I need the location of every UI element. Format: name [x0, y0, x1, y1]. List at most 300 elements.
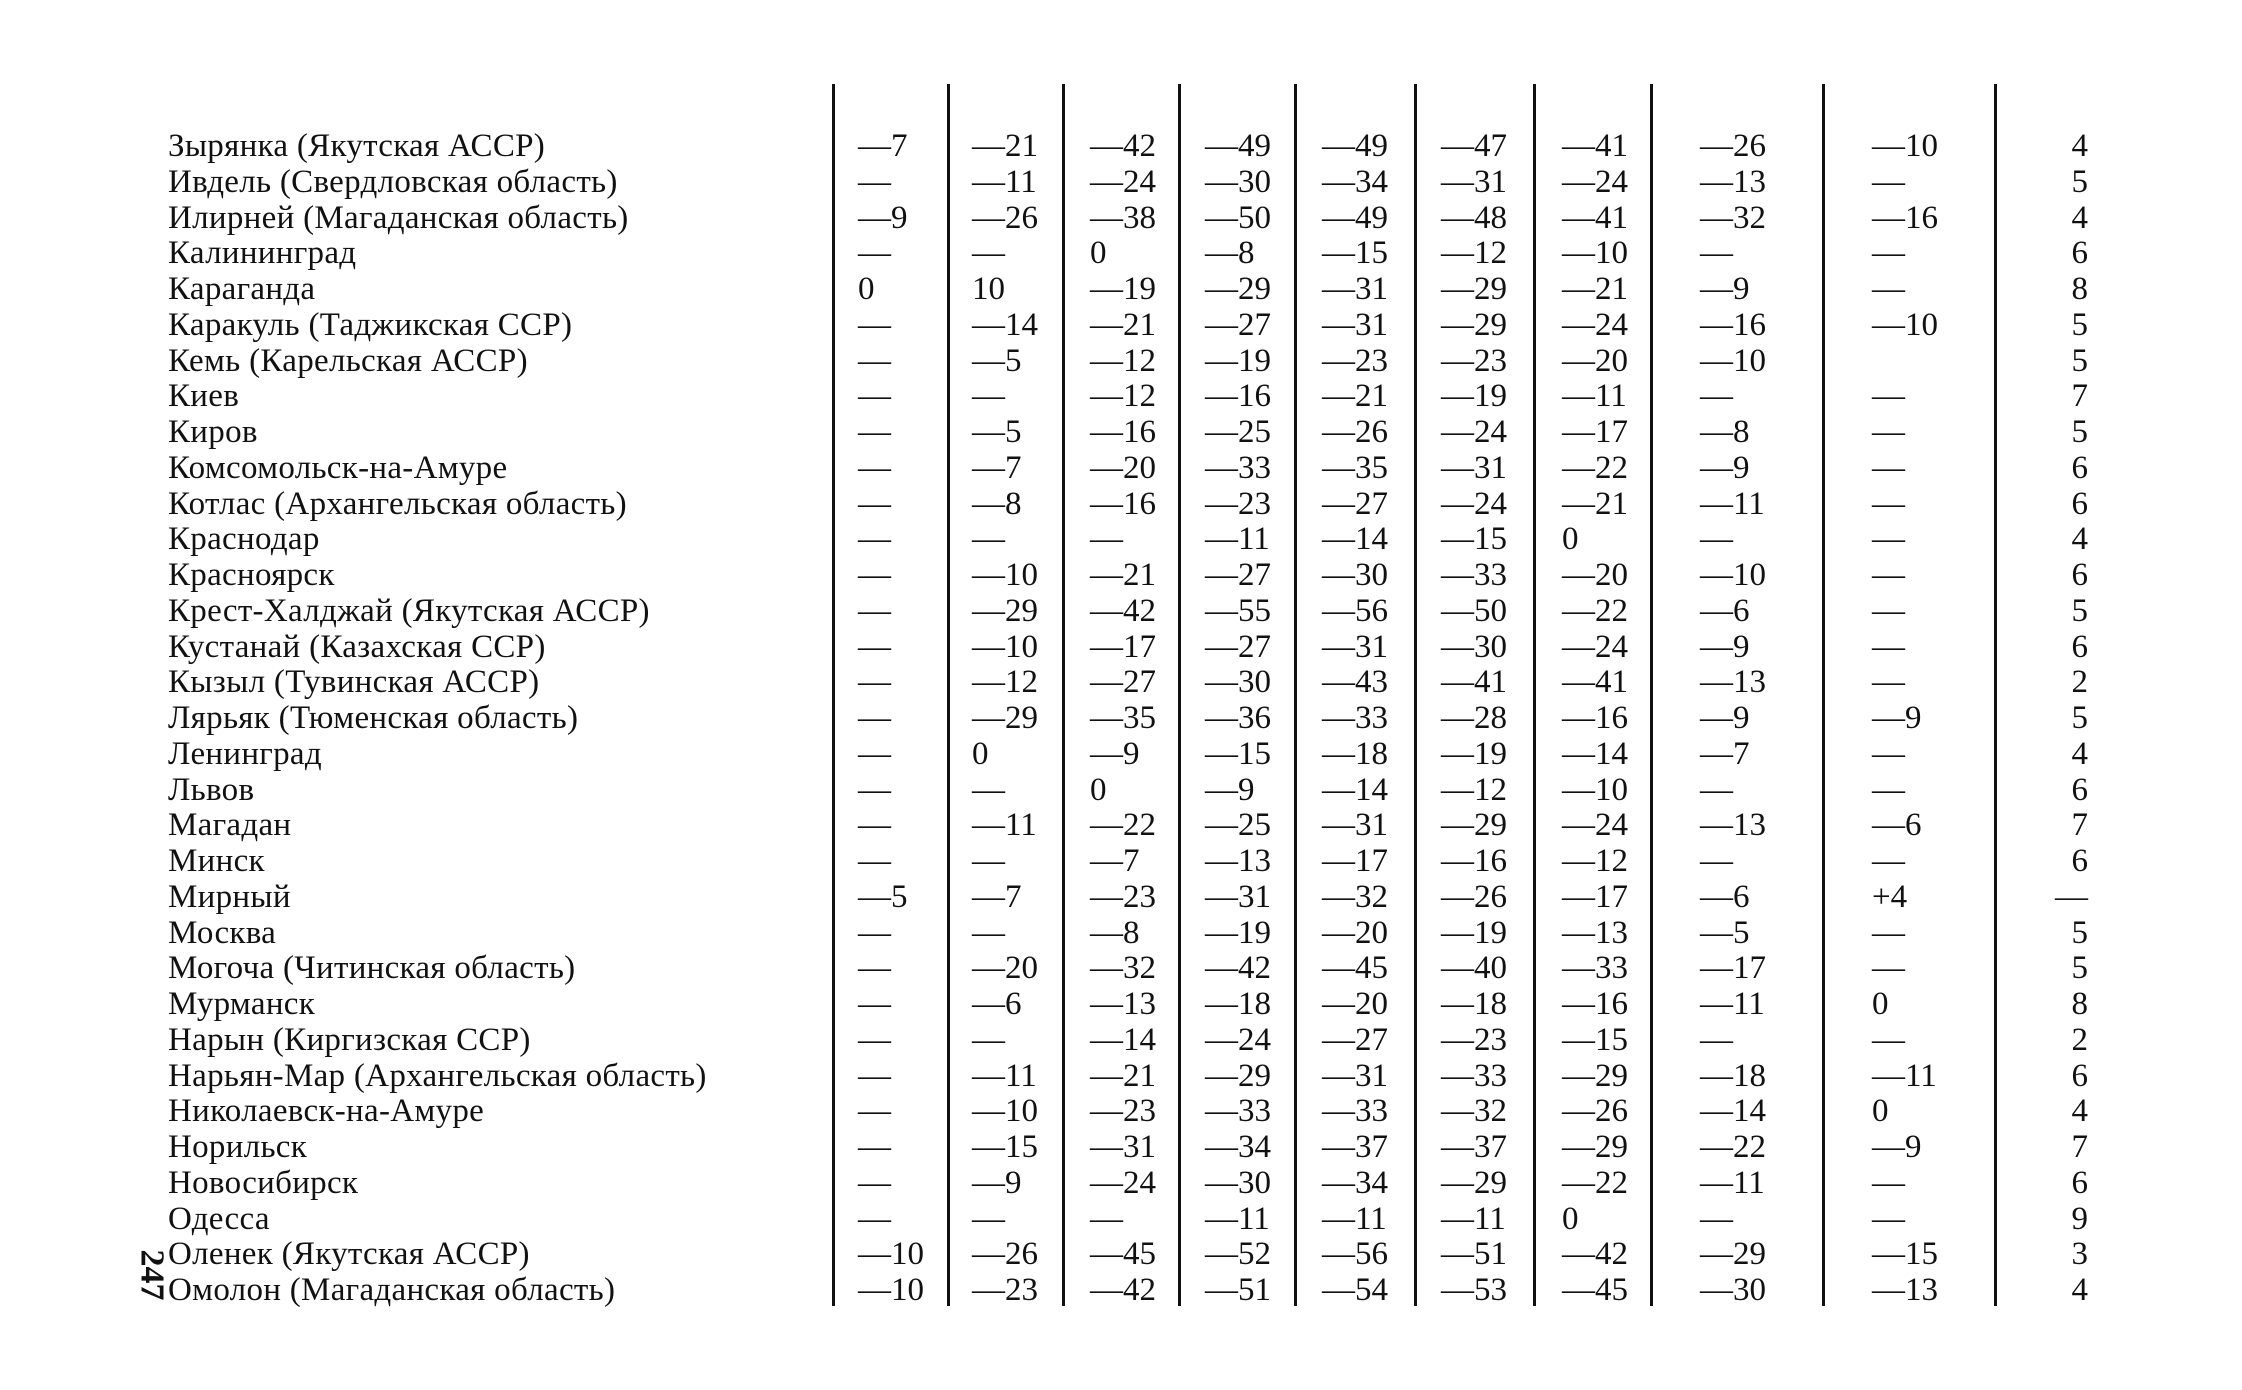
value-cell: 4: [2071, 199, 2088, 236]
value-cell: —11: [1700, 1164, 1765, 1201]
value-cell: —30: [1205, 664, 1271, 701]
value-cell: —: [858, 1093, 891, 1130]
table-row: [0, 1022, 2242, 1058]
station-name: Кызыл (Тувинская АССР): [168, 664, 540, 701]
value-cell: —16: [1441, 843, 1507, 879]
value-cell: —25: [1205, 807, 1271, 844]
value-cell: —8: [1700, 414, 1750, 450]
value-cell: —10: [1562, 771, 1628, 808]
value-cell: —31: [1322, 306, 1388, 343]
station-name: Могоча (Читинская область): [168, 950, 576, 987]
station-name: Новосибирск: [168, 1164, 359, 1201]
value-cell: —55: [1205, 592, 1271, 629]
value-cell: —: [972, 521, 1005, 558]
value-cell: —38: [1090, 199, 1156, 236]
value-cell: 4: [2071, 1093, 2088, 1130]
value-cell: 6: [2071, 1057, 2088, 1094]
value-cell: —13: [1700, 664, 1766, 701]
value-cell: —33: [1205, 449, 1271, 486]
table-row: [0, 1236, 2242, 1272]
value-cell: 7: [2071, 807, 2088, 844]
value-cell: —56: [1322, 1236, 1388, 1273]
value-cell: —42: [1205, 950, 1271, 987]
value-cell: —: [858, 163, 891, 200]
table-row: [0, 1201, 2242, 1237]
value-cell: —20: [1322, 914, 1388, 951]
value-cell: —31: [1441, 163, 1507, 200]
value-cell: —19: [1441, 914, 1507, 951]
value-cell: —27: [1322, 485, 1388, 522]
value-cell: —14: [1322, 521, 1388, 558]
table-row: [0, 593, 2242, 629]
table-row: [0, 486, 2242, 522]
table-row: [0, 1272, 2242, 1308]
value-cell: —26: [972, 199, 1038, 236]
value-cell: —20: [1562, 342, 1628, 379]
value-cell: +4: [1872, 878, 1908, 915]
value-cell: —49: [1205, 128, 1271, 164]
value-cell: —: [858, 914, 891, 951]
value-cell: —10: [1562, 235, 1628, 272]
value-cell: 7: [2071, 1129, 2088, 1165]
value-cell: 5: [2071, 950, 2088, 987]
value-cell: —26: [1322, 414, 1388, 450]
value-cell: —: [858, 807, 891, 844]
value-cell: —: [1872, 414, 1905, 450]
station-name: Львов: [168, 771, 255, 808]
value-cell: —9: [858, 199, 908, 236]
value-cell: —: [1700, 771, 1733, 808]
value-cell: 5: [2071, 700, 2088, 736]
value-cell: —20: [972, 950, 1038, 987]
station-name: Киев: [168, 378, 240, 415]
value-cell: —16: [1090, 414, 1156, 450]
value-cell: —7: [972, 878, 1022, 915]
value-cell: —42: [1090, 128, 1156, 164]
value-cell: —: [858, 700, 891, 736]
value-cell: —: [1872, 1200, 1905, 1237]
value-cell: —29: [1441, 1164, 1507, 1201]
value-cell: —49: [1322, 199, 1388, 236]
value-cell: 4: [2071, 128, 2088, 164]
value-cell: —30: [1205, 1164, 1271, 1201]
value-cell: —: [858, 1021, 891, 1058]
value-cell: —27: [1322, 1021, 1388, 1058]
value-cell: 6: [2071, 771, 2088, 808]
value-cell: —20: [1562, 557, 1628, 593]
value-cell: —11: [1322, 1200, 1387, 1237]
value-cell: —11: [1872, 1057, 1937, 1094]
value-cell: —21: [1562, 271, 1628, 307]
value-cell: —23: [1322, 342, 1388, 379]
value-cell: —15: [1205, 735, 1271, 772]
value-cell: —31: [1322, 271, 1388, 307]
table-row: [0, 235, 2242, 271]
value-cell: —20: [1322, 986, 1388, 1022]
value-cell: —51: [1205, 1272, 1271, 1308]
value-cell: —10: [1700, 557, 1766, 593]
value-cell: 4: [2071, 1272, 2088, 1308]
value-cell: —11: [1205, 521, 1270, 558]
value-cell: —8: [972, 485, 1022, 522]
value-cell: —6: [1872, 807, 1922, 844]
table-row: [0, 950, 2242, 986]
value-cell: —9: [1205, 771, 1255, 808]
value-cell: —: [1700, 843, 1733, 879]
value-cell: —13: [1562, 914, 1628, 951]
table-row: [0, 986, 2242, 1022]
value-cell: —8: [1205, 235, 1255, 272]
value-cell: —: [1872, 735, 1905, 772]
value-cell: 6: [2071, 843, 2088, 879]
value-cell: —41: [1562, 199, 1628, 236]
value-cell: —23: [972, 1272, 1038, 1308]
value-cell: —: [1872, 664, 1905, 701]
table-row: [0, 271, 2242, 307]
station-name: Одесса: [168, 1200, 270, 1237]
table-row: [0, 843, 2242, 879]
value-cell: —26: [972, 1236, 1038, 1273]
value-cell: —54: [1322, 1272, 1388, 1308]
value-cell: 5: [2071, 414, 2088, 450]
value-cell: —22: [1562, 449, 1628, 486]
table-row: [0, 200, 2242, 236]
value-cell: —17: [1562, 878, 1628, 915]
station-name: Котлас (Архангельская область): [168, 485, 627, 522]
station-name: Комсомольск-на-Амуре: [168, 449, 508, 486]
value-cell: —31: [1441, 449, 1507, 486]
value-cell: —22: [1562, 1164, 1628, 1201]
value-cell: —22: [1090, 807, 1156, 844]
value-cell: —14: [972, 306, 1038, 343]
value-cell: —32: [1441, 1093, 1507, 1130]
station-name: Лярьяк (Тюменская область): [168, 700, 579, 736]
value-cell: —: [858, 342, 891, 379]
station-name: Зырянка (Якутская АССР): [168, 128, 546, 164]
value-cell: —17: [1562, 414, 1628, 450]
value-cell: —12: [1441, 771, 1507, 808]
table-row: [0, 700, 2242, 736]
value-cell: —30: [1205, 163, 1271, 200]
value-cell: —21: [1322, 378, 1388, 415]
value-cell: —14: [1090, 1021, 1156, 1058]
value-cell: —9: [1872, 1129, 1922, 1165]
value-cell: —: [858, 414, 891, 450]
value-cell: —18: [1205, 986, 1271, 1022]
value-cell: —16: [1562, 986, 1628, 1022]
value-cell: —15: [972, 1129, 1038, 1165]
value-cell: —11: [1205, 1200, 1270, 1237]
value-cell: —21: [1090, 557, 1156, 593]
value-cell: 5: [2071, 306, 2088, 343]
value-cell: —17: [1322, 843, 1388, 879]
value-cell: —29: [1441, 271, 1507, 307]
value-cell: —27: [1205, 557, 1271, 593]
station-name: Мурманск: [168, 986, 316, 1022]
value-cell: —52: [1205, 1236, 1271, 1273]
station-name: Нарьян-Мар (Архангельская область): [168, 1057, 707, 1094]
table-row: [0, 1165, 2242, 1201]
value-cell: —11: [1441, 1200, 1506, 1237]
value-cell: —30: [1322, 557, 1388, 593]
value-cell: —19: [1441, 735, 1507, 772]
value-cell: —: [1090, 1200, 1123, 1237]
value-cell: —20: [1090, 449, 1156, 486]
table-row: [0, 307, 2242, 343]
value-cell: —16: [1562, 700, 1628, 736]
value-cell: —32: [1700, 199, 1766, 236]
value-cell: —21: [1090, 1057, 1156, 1094]
value-cell: —31: [1322, 628, 1388, 665]
station-name: Кемь (Карельская АССР): [168, 342, 528, 379]
station-name: Илирней (Магаданская область): [168, 199, 629, 236]
value-cell: —25: [1205, 414, 1271, 450]
value-cell: —: [858, 378, 891, 415]
value-cell: —30: [1441, 628, 1507, 665]
value-cell: —: [1872, 628, 1905, 665]
value-cell: —13: [1700, 807, 1766, 844]
value-cell: —: [1872, 1021, 1905, 1058]
value-cell: —19: [1205, 914, 1271, 951]
value-cell: —: [972, 914, 1005, 951]
value-cell: —21: [1090, 306, 1156, 343]
value-cell: —13: [1205, 843, 1271, 879]
value-cell: —37: [1441, 1129, 1507, 1165]
value-cell: —15: [1322, 235, 1388, 272]
value-cell: —10: [858, 1236, 924, 1273]
station-name: Минск: [168, 843, 265, 879]
value-cell: 6: [2071, 235, 2088, 272]
value-cell: —10: [1872, 306, 1938, 343]
value-cell: —26: [1562, 1093, 1628, 1130]
value-cell: —: [858, 485, 891, 522]
value-cell: —29: [972, 592, 1038, 629]
value-cell: —24: [1562, 807, 1628, 844]
table-row: [0, 343, 2242, 379]
value-cell: —: [1872, 235, 1905, 272]
table-row: [0, 164, 2242, 200]
table-row: [0, 664, 2242, 700]
value-cell: —12: [1441, 235, 1507, 272]
value-cell: —36: [1205, 700, 1271, 736]
table-row: [0, 879, 2242, 915]
value-cell: 4: [2071, 735, 2088, 772]
station-name: Норильск: [168, 1129, 308, 1165]
table-row: [0, 414, 2242, 450]
station-name: Ленинград: [168, 735, 322, 772]
station-name: Омолон (Магаданская область): [168, 1272, 616, 1308]
value-cell: 7: [2071, 378, 2088, 415]
value-cell: —50: [1441, 592, 1507, 629]
value-cell: —17: [1090, 628, 1156, 665]
value-cell: —11: [1700, 986, 1765, 1022]
value-cell: —5: [972, 414, 1022, 450]
value-cell: —47: [1441, 128, 1507, 164]
value-cell: —: [858, 1129, 891, 1165]
value-cell: —: [972, 1200, 1005, 1237]
value-cell: —23: [1441, 342, 1507, 379]
value-cell: —23: [1090, 878, 1156, 915]
value-cell: 0: [858, 271, 875, 307]
value-cell: —9: [1872, 700, 1922, 736]
value-cell: —51: [1441, 1236, 1507, 1273]
value-cell: —37: [1322, 1129, 1388, 1165]
value-cell: 5: [2071, 342, 2088, 379]
value-cell: —: [1872, 950, 1905, 987]
value-cell: —6: [1700, 878, 1750, 915]
value-cell: —5: [972, 342, 1022, 379]
value-cell: —11: [1562, 378, 1627, 415]
value-cell: —10: [1872, 128, 1938, 164]
value-cell: —32: [1090, 950, 1156, 987]
table-row: [0, 629, 2242, 665]
value-cell: —: [858, 306, 891, 343]
value-cell: —33: [1205, 1093, 1271, 1130]
value-cell: 0: [1562, 1200, 1579, 1237]
value-cell: —19: [1205, 342, 1271, 379]
value-cell: —12: [1090, 378, 1156, 415]
value-cell: —6: [1700, 592, 1750, 629]
table-row: [0, 736, 2242, 772]
value-cell: —7: [972, 449, 1022, 486]
value-cell: —56: [1322, 592, 1388, 629]
value-cell: —: [1872, 271, 1905, 307]
value-cell: 2: [2071, 664, 2088, 701]
value-cell: —31: [1090, 1129, 1156, 1165]
value-cell: —: [858, 449, 891, 486]
value-cell: —: [1872, 163, 1905, 200]
value-cell: —18: [1322, 735, 1388, 772]
value-cell: —24: [1441, 485, 1507, 522]
value-cell: —: [858, 950, 891, 987]
value-cell: —49: [1322, 128, 1388, 164]
station-name: Киров: [168, 414, 258, 450]
value-cell: —16: [1090, 485, 1156, 522]
value-cell: 0: [1090, 771, 1107, 808]
value-cell: —13: [1700, 163, 1766, 200]
value-cell: —15: [1872, 1236, 1938, 1273]
value-cell: —7: [858, 128, 908, 164]
value-cell: —: [1700, 378, 1733, 415]
value-cell: —29: [1205, 1057, 1271, 1094]
value-cell: —: [858, 843, 891, 879]
value-cell: —: [858, 1057, 891, 1094]
value-cell: —21: [972, 128, 1038, 164]
value-cell: —41: [1562, 128, 1628, 164]
value-cell: —: [972, 235, 1005, 272]
value-cell: —: [1700, 521, 1733, 558]
value-cell: —: [1872, 449, 1905, 486]
table-row: [0, 1129, 2242, 1165]
value-cell: —30: [1700, 1272, 1766, 1308]
value-cell: —22: [1700, 1129, 1766, 1165]
value-cell: —35: [1322, 449, 1388, 486]
value-cell: —: [858, 521, 891, 558]
value-cell: —7: [1090, 843, 1140, 879]
value-cell: —: [858, 735, 891, 772]
value-cell: —9: [972, 1164, 1022, 1201]
value-cell: —: [858, 235, 891, 272]
value-cell: —23: [1441, 1021, 1507, 1058]
station-name: Каракуль (Таджикская ССР): [168, 306, 573, 343]
value-cell: —33: [1441, 1057, 1507, 1094]
table-row: [0, 128, 2242, 164]
value-cell: —27: [1205, 306, 1271, 343]
value-cell: 5: [2071, 914, 2088, 951]
value-cell: —33: [1562, 950, 1628, 987]
value-cell: —14: [1322, 771, 1388, 808]
value-cell: —33: [1441, 557, 1507, 593]
value-cell: —: [1872, 557, 1905, 593]
value-cell: —: [858, 628, 891, 665]
value-cell: 9: [2071, 1200, 2088, 1237]
value-cell: 8: [2071, 271, 2088, 307]
value-cell: —13: [1090, 986, 1156, 1022]
table-row: [0, 915, 2242, 951]
value-cell: —: [1700, 1200, 1733, 1237]
value-cell: —16: [1205, 378, 1271, 415]
value-cell: —29: [1441, 807, 1507, 844]
value-cell: —19: [1441, 378, 1507, 415]
value-cell: —: [2055, 878, 2088, 915]
value-cell: —22: [1562, 592, 1628, 629]
station-name: Крест-Халджай (Якутская АССР): [168, 592, 650, 629]
value-cell: 4: [2071, 521, 2088, 558]
table-row: [0, 378, 2242, 414]
value-cell: —42: [1562, 1236, 1628, 1273]
value-cell: —24: [1441, 414, 1507, 450]
value-cell: —33: [1322, 1093, 1388, 1130]
station-name: Ивдель (Свердловская область): [168, 163, 618, 200]
value-cell: —12: [1562, 843, 1628, 879]
value-cell: —: [858, 771, 891, 808]
station-name: Николаевск-на-Амуре: [168, 1093, 485, 1130]
value-cell: —24: [1090, 163, 1156, 200]
table-row: [0, 521, 2242, 557]
value-cell: —: [1872, 485, 1905, 522]
value-cell: —34: [1322, 163, 1388, 200]
table-row: [0, 1058, 2242, 1094]
value-cell: —: [1872, 843, 1905, 879]
value-cell: —31: [1205, 878, 1271, 915]
value-cell: —9: [1090, 735, 1140, 772]
station-name: Мирный: [168, 878, 291, 915]
value-cell: 6: [2071, 485, 2088, 522]
value-cell: —53: [1441, 1272, 1507, 1308]
value-cell: —9: [1700, 628, 1750, 665]
value-cell: —35: [1090, 700, 1156, 736]
value-cell: 0: [1090, 235, 1107, 272]
value-cell: —10: [972, 628, 1038, 665]
value-cell: —14: [1700, 1093, 1766, 1130]
value-cell: 0: [1872, 986, 1889, 1022]
station-name: Красноярск: [168, 557, 335, 593]
value-cell: —27: [1090, 664, 1156, 701]
station-name: Калининград: [168, 235, 357, 272]
value-cell: —19: [1090, 271, 1156, 307]
value-cell: 0: [1872, 1093, 1889, 1130]
value-cell: —28: [1441, 700, 1507, 736]
value-cell: —31: [1322, 1057, 1388, 1094]
station-name: Оленек (Якутская АССР): [168, 1236, 530, 1273]
value-cell: —29: [1700, 1236, 1766, 1273]
value-cell: 5: [2071, 163, 2088, 200]
value-cell: —: [1700, 235, 1733, 272]
table-row: [0, 1093, 2242, 1129]
value-cell: —6: [972, 986, 1022, 1022]
value-cell: —: [858, 1164, 891, 1201]
station-name: Москва: [168, 914, 277, 951]
